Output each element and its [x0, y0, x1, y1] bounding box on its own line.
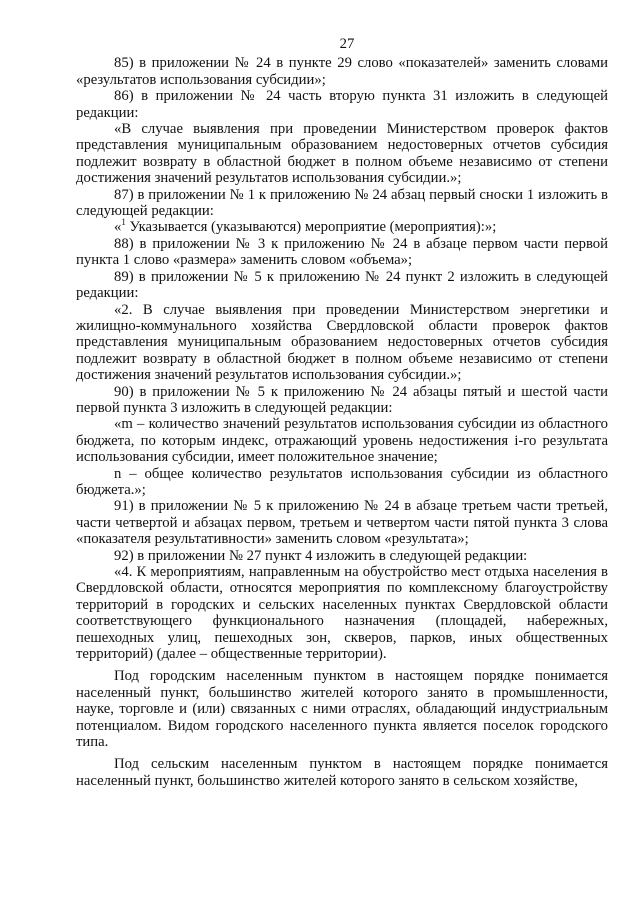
- quote-paragraph-90-n: n – общее количество результатов использования субсидии из областного бюджета.»;: [76, 465, 608, 498]
- quote-open: «: [114, 219, 122, 236]
- paragraph-88: 88) в приложении № 3 к приложению № 24 в абзаце первом части первой пункта 1 слово «размера» заменить словом «объема»;: [76, 235, 608, 269]
- quote-paragraph-92-urban: Под городским населенным пунктом в настоящем порядке понимается населенный пункт, большинство жителей которого занято в промышленности, науке, торговле и (или) связанных с ними отраслях, обладающий индустриальным потенциалом. Видом городского населенного пункта является поселок городского типа.: [76, 668, 608, 751]
- paragraph-86: 86) в приложении № 24 часть вторую пункта 31 изложить в следующей редакции:: [76, 88, 608, 121]
- quote-paragraph-86: «В случае выявления при проведении Министерством проверок фактов представления муниципальным образованием недостоверных отчетов субсидия подлежит возврату в областной бюджет в полном объеме независимо от степени достижения значений результатов использования субсидии.»;: [76, 121, 608, 187]
- paragraph-87: 87) в приложении № 1 к приложению № 24 абзац первый сноски 1 изложить в следующей редакции:: [76, 186, 608, 220]
- quote-paragraph-92-rural: Под сельским населенным пунктом в настоящем порядке понимается населенный пункт, большинство жителей которого занято в сельском хозяйстве,: [76, 756, 608, 789]
- paragraph-85: 85) в приложении № 24 в пункте 29 слово «показателей» заменить словами «результатов использования субсидии»;: [76, 55, 608, 88]
- paragraph-91: 91) в приложении № 5 к приложению № 24 в абзаце третьем части третьей, части четвертой и абзацах первом, третьем и четвертом части пятой пункта 3 слова «показателя результативности» заменить словом «результата»;: [76, 498, 608, 548]
- quote-paragraph-90-m: «m – количество значений результатов использования субсидии из областного бюджета, по которым индекс, отражающий уровень недостижения i-го результата использования субсидии, имеет положительное значение;: [76, 416, 608, 466]
- footnote-marker: 1: [121, 217, 126, 228]
- paragraph-92: 92) в приложении № 27 пункт 4 изложить в следующей редакции:: [114, 547, 528, 564]
- quote-paragraph-87: [76, 219, 608, 235]
- quote-text-87: Указывается (указываются) мероприятие (мероприятия):»;: [125, 219, 497, 236]
- quote-paragraph-89: «2. В случае выявления при проведении Министерством энергетики и жилищно-коммунального хозяйства Свердловской области проверок фактов представления муниципальным образованием недостоверных отчетов субсидия подлежит возврату в областной бюджет в полном объеме независимо от степени достижения значений результатов использования субсидии.»;: [76, 301, 608, 384]
- quote-paragraph-92-point-4: «4. К мероприятиям, направленным на обустройство мест отдыха населения в Свердловской области, относятся мероприятия по комплексному благоустройству территорий в городских и сельских населенных пунктах Свердловской области соответствующего функционального назначения (площадей, набережных, пешеходных улиц, пешеходных зон, скверов, парков, иных общественных территорий) (далее – общественные территории).: [76, 564, 608, 663]
- page-number: 27: [339, 36, 355, 52]
- paragraph-90: 90) в приложении № 5 к приложению № 24 абзацы пятый и шестой части первой пункта 3 изложить в следующей редакции:: [76, 383, 608, 416]
- paragraph-89: 89) в приложении № 5 к приложению № 24 пункт 2 изложить в следующей редакции:: [76, 268, 608, 302]
